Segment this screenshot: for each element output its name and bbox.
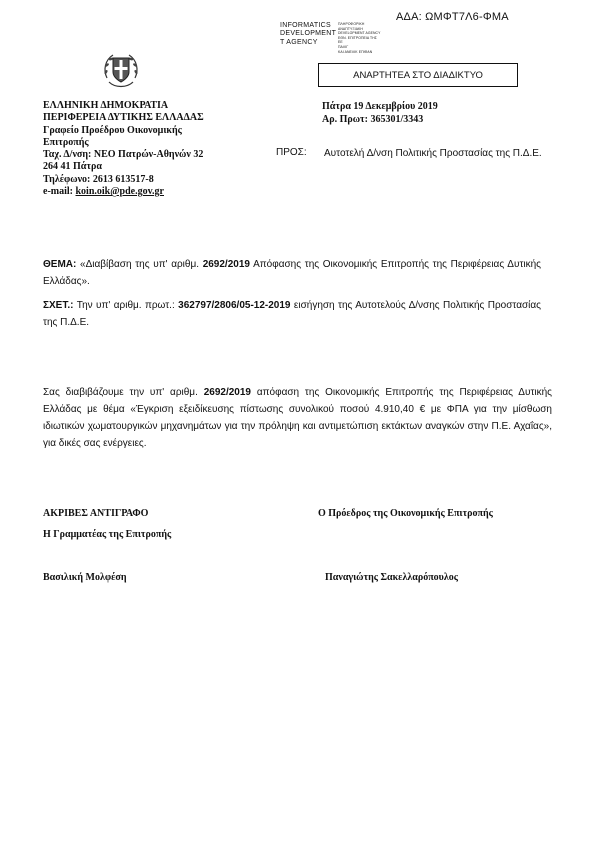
sender-country: ΕΛΛΗΝΙΚΗ ΔΗΜΟΚΡΑΤΙΑ — [43, 100, 169, 111]
body-decision-number: 2692/2019 — [203, 387, 251, 398]
ada-code: ΑΔΑ: ΩΜΦΤ7Λ6-ΦΜΑ — [396, 11, 509, 23]
sender-office: Γραφείο Προέδρου Οικονομικής — [43, 124, 182, 136]
greek-emblem-icon — [99, 48, 143, 92]
reference-label: ΣΧΕΤ.: — [43, 300, 74, 311]
subject-decision-number: 2692/2019 — [202, 259, 250, 270]
document-date: Πάτρα 19 Δεκεμβρίου 2019 — [322, 101, 438, 112]
secretary-title: Η Γραμματέας της Επιτροπής — [43, 529, 172, 540]
fine-print-line: DEVELOPMENT AGENCY — [338, 31, 381, 36]
subject-pre: «Διαβίβαση της υπ' αριθμ. — [76, 259, 203, 270]
reference-protocol-number: 362797/2806/05-12-2019 — [178, 300, 291, 311]
ida-logo — [280, 22, 390, 58]
fine-print-line: ΠΑΛΙΓ — [338, 44, 349, 49]
fine-print-line: ΕΘΝ. ΕΠΙΤΡΟΠΕΙΑ ΤΗΣ — [338, 35, 377, 40]
subject-post: Απόφασης της Οικονομικής Επιτροπής της Περιφέρειας Δυτικής Ελλάδας». — [43, 259, 542, 287]
ida-logo-line: DEVELOPMENT — [280, 30, 337, 38]
ida-logo-line: T AGENCY — [280, 38, 318, 46]
subject-label: ΘΕΜΑ: — [43, 259, 77, 270]
reference — [43, 297, 541, 331]
body-pre: Σας διαβιβάζουμε την υπ' αριθμ. — [43, 387, 204, 398]
recipient-text: Αυτοτελή Δ/νση Πολιτικής Προστασίας της Π.Δ.Ε. — [324, 148, 542, 159]
fine-print-line: ΚΑΙ ΑΝΕΛΙΚ ΕΠΙΦΑΝ — [338, 49, 373, 54]
sender-address: Ταχ. Δ/νση: ΝΕΟ Πατρών-Αθηνών 32 — [43, 149, 204, 161]
sender-block — [43, 100, 283, 198]
protocol-number: Αρ. Πρωτ: 365301/3343 — [322, 114, 424, 125]
date-block — [322, 100, 438, 126]
sender-email-line — [43, 186, 283, 198]
ida-logo-line: INFORMATICS — [280, 22, 332, 29]
body-paragraph — [43, 384, 552, 452]
email-label: e-mail: — [43, 186, 76, 198]
fine-print-line: ΕΕ — [338, 40, 343, 45]
ida-logo-fine-print — [338, 22, 380, 54]
sender-region: ΠΕΡΙΦΕΡΕΙΑ ΔΥΤΙΚΗΣ ΕΛΛΑΔΑΣ — [43, 112, 204, 124]
subject — [43, 256, 541, 290]
chairman-title: Ο Πρόεδρος της Οικονομικής Επιτροπής — [318, 508, 493, 519]
secretary-name: Βασιλική Μολφέση — [43, 572, 127, 583]
publish-box: ΑΝΑΡΤΗΤΕΑ ΣΤΟ ΔΙΑΔΙΚΤΥΟ — [318, 63, 518, 87]
sender-office-cont: Επιτροπής — [43, 136, 89, 148]
chairman-name: Παναγιώτης Σακελλαρόπουλος — [325, 572, 459, 583]
fine-print-line: ΠΛΗΡΟΦΟΡΙΚΗ — [338, 22, 365, 26]
ida-logo-words — [280, 22, 336, 47]
certified-copy-label: ΑΚΡΙΒΕΣ ΑΝΤΙΓΡΑΦΟ — [43, 508, 149, 519]
sender-city: 264 41 Πάτρα — [43, 161, 102, 173]
reference-post: εισήγηση της Αυτοτελούς Δ/νσης Πολιτικής Προστασίας της Π.Δ.Ε. — [43, 300, 542, 328]
reference-pre: Την υπ' αριθμ. πρωτ.: — [73, 300, 179, 311]
sender-phone: Τηλέφωνο: 2613 613517-8 — [43, 173, 154, 185]
email-link[interactable]: koin.oik@pde.gov.gr — [75, 186, 164, 198]
recipient-label: ΠΡΟΣ: — [276, 147, 307, 158]
fine-print-line: ΑΝΑΠΤΥΞΙΑΚΗ — [338, 26, 363, 31]
body-post: απόφαση της Οικονομικής Επιτροπής της Περιφέρειας Δυτικής Ελλάδας με θέμα «Έγκριση εξειδίκευσης πίστωσης συνολικού ποσού 4.910,40 € με ΦΠΑ για την μίσθωση ιδιωτικών χωματουργικών μηχανημάτων για την πρόληψη και αντιμετώπιση εκτάκτων αναγκών στην Π.Ε. Αχαΐας», για δικές σας ενέργειες. — [43, 387, 553, 449]
